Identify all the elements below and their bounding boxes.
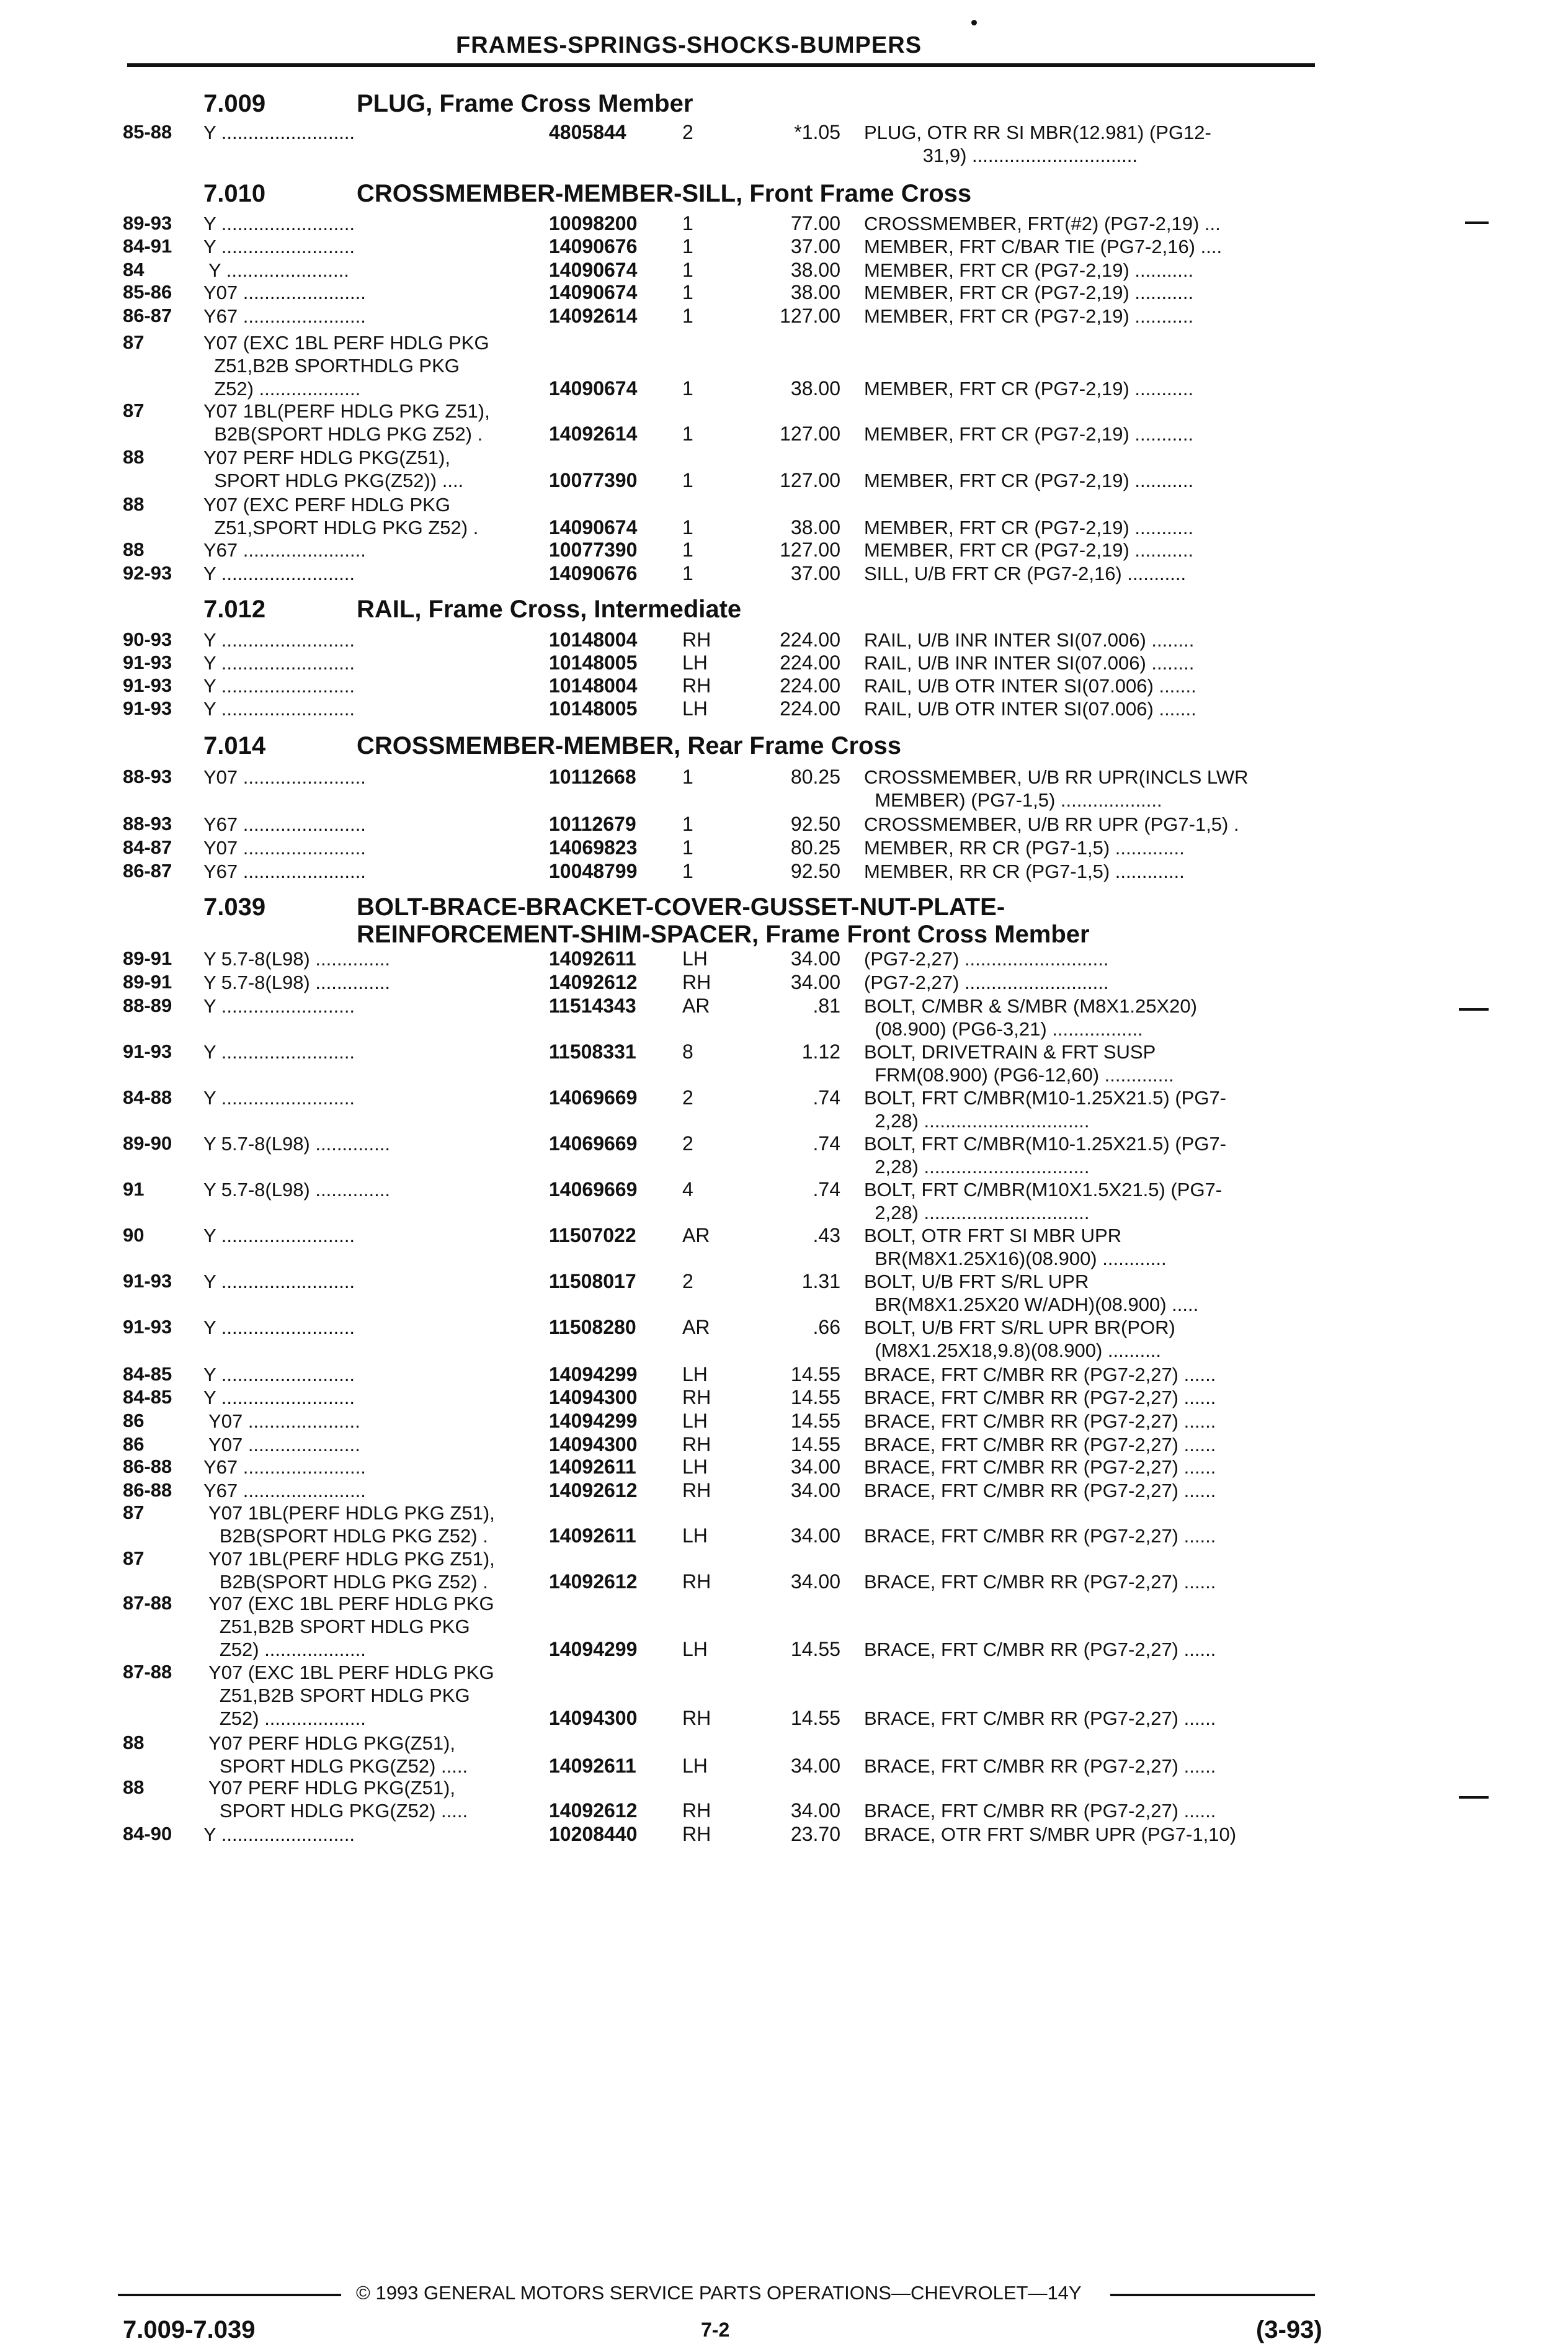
- quantity: 1: [682, 766, 693, 788]
- description: BOLT, FRT C/MBR(M10-1.25X21.5) (PG7- 2,28) ...............................: [864, 1133, 1227, 1178]
- footer-section-range: 7.009-7.039: [123, 2316, 256, 2343]
- margin-tick-mark: [1465, 221, 1489, 224]
- price: 14.55: [790, 1410, 840, 1432]
- model-years: 91-93: [123, 1270, 172, 1292]
- part-number: 14090676: [549, 562, 638, 584]
- part-number: 14092611: [549, 1524, 636, 1547]
- part-number: 14092614: [549, 305, 638, 327]
- footer-rule-left: [118, 2294, 341, 2296]
- price: 224.00: [780, 628, 840, 651]
- application: Y07 (EXC PERF HDLG PKG Z51,SPORT HDLG PKG Z52) .: [203, 494, 479, 539]
- model-years: 84-85: [123, 1386, 172, 1408]
- part-number: 14069823: [549, 836, 638, 859]
- price: 37.00: [790, 562, 840, 584]
- model-years: 87: [123, 1547, 145, 1569]
- application: Y .........................: [203, 1087, 355, 1109]
- quantity: 4: [682, 1178, 693, 1201]
- margin-tick-mark: [1459, 1008, 1489, 1011]
- part-number: 14092611: [549, 1456, 636, 1478]
- price: 1.12: [801, 1040, 840, 1063]
- quantity: RH: [682, 1570, 711, 1593]
- quantity: RH: [682, 1799, 711, 1822]
- description: MEMBER, FRT CR (PG7-2,19) ...........: [864, 259, 1194, 281]
- application: Y .........................: [203, 1225, 355, 1246]
- quantity: 1: [682, 860, 693, 882]
- description: BOLT, C/MBR & S/MBR (M8X1.25X20) (08.900) (PG6-3,21) .................: [864, 995, 1197, 1040]
- application: Y67 .......................: [203, 813, 366, 835]
- application: Y .........................: [203, 563, 355, 584]
- application: Y07 .......................: [203, 766, 366, 788]
- model-years: 88: [123, 1776, 145, 1798]
- application: Y07 PERF HDLG PKG(Z51), SPORT HDLG PKG(Z52) .....: [208, 1777, 468, 1822]
- quantity: LH: [682, 697, 708, 720]
- model-years: 86-88: [123, 1456, 172, 1477]
- price: 92.50: [790, 860, 840, 882]
- part-number: 14069669: [549, 1178, 638, 1201]
- description: MEMBER, FRT C/BAR TIE (PG7-2,16) ....: [864, 236, 1223, 257]
- part-number: 14090674: [549, 516, 638, 539]
- model-years: 89-93: [123, 212, 172, 234]
- model-years: 89-91: [123, 947, 172, 969]
- model-years: 87: [123, 400, 145, 421]
- price: 34.00: [790, 1799, 840, 1822]
- part-number: 14090676: [549, 235, 638, 257]
- price: 34.00: [790, 1524, 840, 1547]
- description: BRACE, FRT C/MBR RR (PG7-2,27) ......: [864, 1434, 1216, 1456]
- part-number: 10208440: [549, 1823, 638, 1845]
- quantity: 1: [682, 235, 693, 257]
- quantity: 1: [682, 423, 693, 445]
- price: 224.00: [780, 674, 840, 697]
- footer-rule-right: [1110, 2294, 1315, 2296]
- section-heading: [0, 90, 1568, 121]
- quantity: 1: [682, 259, 693, 281]
- price: 34.00: [790, 1755, 840, 1777]
- application: Y .........................: [203, 1271, 355, 1292]
- model-years: 88: [123, 539, 145, 560]
- price: 38.00: [790, 259, 840, 281]
- part-number: 10112679: [549, 813, 636, 835]
- description: MEMBER, FRT CR (PG7-2,19) ...........: [864, 305, 1194, 327]
- quantity: RH: [682, 1433, 711, 1456]
- description: CROSSMEMBER, FRT(#2) (PG7-2,19) ...: [864, 213, 1221, 235]
- description: MEMBER, FRT CR (PG7-2,19) ...........: [864, 539, 1194, 561]
- quantity: LH: [682, 1755, 708, 1777]
- part-number: 10077390: [549, 469, 638, 491]
- application: Y07 .......................: [203, 282, 366, 303]
- quantity: 8: [682, 1040, 693, 1063]
- application: Y .........................: [203, 213, 355, 235]
- part-number: 14092611: [549, 947, 636, 970]
- model-years: 91-93: [123, 1316, 172, 1338]
- model-years: 91-93: [123, 651, 172, 673]
- quantity: 2: [682, 1132, 693, 1155]
- quantity: 1: [682, 281, 693, 303]
- footer-copyright: © 1993 GENERAL MOTORS SERVICE PARTS OPERATIONS—CHEVROLET—14Y: [356, 2282, 1082, 2304]
- price: 38.00: [790, 377, 840, 400]
- description: MEMBER, FRT CR (PG7-2,19) ...........: [864, 423, 1194, 445]
- quantity: LH: [682, 651, 708, 674]
- quantity: AR: [682, 1224, 710, 1246]
- part-number: 14069669: [549, 1086, 638, 1109]
- application: Y .........................: [203, 1823, 355, 1845]
- model-years: 91: [123, 1178, 145, 1200]
- description: RAIL, U/B OTR INTER SI(07.006) .......: [864, 698, 1196, 720]
- price: .74: [813, 1178, 840, 1201]
- part-number: 10048799: [549, 860, 638, 882]
- application: Y07 PERF HDLG PKG(Z51), SPORT HDLG PKG(Z52)) ....: [203, 447, 464, 491]
- application: Y67 .......................: [203, 1456, 366, 1478]
- part-number: 11508331: [549, 1040, 636, 1063]
- quantity: 2: [682, 121, 693, 143]
- model-years: 89-91: [123, 971, 172, 993]
- quantity: RH: [682, 674, 711, 697]
- application: Y07 (EXC 1BL PERF HDLG PKG Z51,B2B SPORT HDLG PKG Z52) ...................: [208, 1593, 494, 1660]
- quantity: LH: [682, 1524, 708, 1547]
- model-years: 87: [123, 1501, 145, 1523]
- model-years: 86-87: [123, 860, 172, 882]
- application: Y67 .......................: [203, 539, 366, 561]
- model-years: 92-93: [123, 562, 172, 584]
- description: MEMBER, FRT CR (PG7-2,19) ...........: [864, 378, 1194, 400]
- model-years: 84-91: [123, 235, 172, 257]
- section-number: 7.012: [203, 596, 266, 623]
- quantity: RH: [682, 971, 711, 993]
- model-years: 88: [123, 446, 145, 468]
- description: BOLT, FRT C/MBR(M10-1.25X21.5) (PG7- 2,28) ...............................: [864, 1087, 1227, 1132]
- price: 127.00: [780, 469, 840, 491]
- section-number: 7.014: [203, 732, 266, 759]
- part-number: 14092612: [549, 1570, 638, 1593]
- model-years: 86: [123, 1433, 145, 1455]
- quantity: 1: [682, 377, 693, 400]
- part-number: 11508017: [549, 1270, 636, 1292]
- part-number: 10148004: [549, 674, 638, 697]
- model-years: 89-90: [123, 1132, 172, 1154]
- description: PLUG, OTR RR SI MBR(12.981) (PG12- 31,9) ...............................: [864, 122, 1211, 166]
- application: Y 5.7-8(L98) ..............: [203, 948, 390, 970]
- application: Y07 1BL(PERF HDLG PKG Z51), B2B(SPORT HDLG PKG Z52) .: [208, 1548, 495, 1593]
- model-years: 88-93: [123, 766, 172, 787]
- price: 38.00: [790, 281, 840, 303]
- quantity: LH: [682, 1363, 708, 1385]
- model-years: 88: [123, 1732, 145, 1753]
- application: Y .........................: [203, 675, 355, 697]
- part-number: 11507022: [549, 1224, 636, 1246]
- part-number: 10077390: [549, 539, 638, 561]
- price: .74: [813, 1086, 840, 1109]
- quantity: 1: [682, 516, 693, 539]
- application: Y67 .......................: [203, 861, 366, 882]
- part-number: 14092612: [549, 1479, 638, 1501]
- price: 224.00: [780, 697, 840, 720]
- description: BRACE, OTR FRT S/MBR UPR (PG7-1,10): [864, 1823, 1237, 1845]
- price: 34.00: [790, 1456, 840, 1478]
- footer-date: (3-93): [1256, 2316, 1322, 2343]
- quantity: LH: [682, 947, 708, 970]
- description: BRACE, FRT C/MBR RR (PG7-2,27) ......: [864, 1456, 1216, 1478]
- margin-tick-mark: [1459, 1796, 1489, 1799]
- model-years: 91-93: [123, 1040, 172, 1062]
- description: RAIL, U/B OTR INTER SI(07.006) .......: [864, 675, 1196, 697]
- model-years: 88-93: [123, 813, 172, 834]
- part-number: 14094300: [549, 1707, 638, 1729]
- stray-dot-mark: [971, 20, 977, 25]
- part-number: 14092612: [549, 971, 638, 993]
- price: 34.00: [790, 1479, 840, 1501]
- quantity: 1: [682, 469, 693, 491]
- description: BOLT, DRIVETRAIN & FRT SUSP FRM(08.900) (PG6-12,60) .............: [864, 1041, 1174, 1086]
- quantity: 1: [682, 305, 693, 327]
- quantity: LH: [682, 1410, 708, 1432]
- application: Y07 .....................: [203, 1410, 360, 1432]
- part-number: 14094299: [549, 1638, 638, 1660]
- part-number: 14094299: [549, 1410, 638, 1432]
- description: BRACE, FRT C/MBR RR (PG7-2,27) ......: [864, 1410, 1216, 1432]
- part-number: 10148005: [549, 651, 638, 674]
- model-years: 91-93: [123, 674, 172, 696]
- price: 23.70: [790, 1823, 840, 1845]
- model-years: 85-88: [123, 121, 172, 143]
- application: Y07 PERF HDLG PKG(Z51), SPORT HDLG PKG(Z52) .....: [208, 1732, 468, 1777]
- section-heading: [0, 732, 1568, 763]
- price: .66: [813, 1316, 840, 1338]
- application: Y07 (EXC 1BL PERF HDLG PKG Z51,B2B SPORT HDLG PKG Z52) ...................: [208, 1662, 494, 1729]
- part-number: 14090674: [549, 377, 638, 400]
- part-number: 10112668: [549, 766, 636, 788]
- quantity: AR: [682, 1316, 710, 1338]
- description: MEMBER, RR CR (PG7-1,5) .............: [864, 837, 1185, 859]
- description: BOLT, OTR FRT SI MBR UPR BR(M8X1.25X16)(08.900) ............: [864, 1225, 1167, 1269]
- price: 80.25: [790, 766, 840, 788]
- description: SILL, U/B FRT CR (PG7-2,16) ...........: [864, 563, 1187, 584]
- part-number: 14094300: [549, 1386, 638, 1408]
- price: 80.25: [790, 836, 840, 859]
- price: 14.55: [790, 1638, 840, 1660]
- part-number: 14090674: [549, 281, 638, 303]
- section-title: RAIL, Frame Cross, Intermediate: [357, 596, 742, 623]
- model-years: 84-90: [123, 1823, 172, 1845]
- quantity: RH: [682, 1386, 711, 1408]
- section-title: CROSSMEMBER-MEMBER-SILL, Front Frame Cross: [357, 180, 972, 207]
- application: Y07 1BL(PERF HDLG PKG Z51), B2B(SPORT HDLG PKG Z52) .: [208, 1502, 495, 1547]
- description: (PG7-2,27) ...........................: [864, 948, 1109, 970]
- model-years: 87-88: [123, 1661, 172, 1683]
- application: Y 5.7-8(L98) ..............: [203, 972, 390, 993]
- application: Y07 1BL(PERF HDLG PKG Z51), B2B(SPORT HDLG PKG Z52) .: [203, 400, 490, 445]
- price: 1.31: [801, 1270, 840, 1292]
- price: .81: [813, 995, 840, 1017]
- application: Y .........................: [203, 1387, 355, 1408]
- section-title: PLUG, Frame Cross Member: [357, 90, 693, 117]
- section-heading: [0, 596, 1568, 627]
- description: BRACE, FRT C/MBR RR (PG7-2,27) ......: [864, 1571, 1216, 1593]
- quantity: 1: [682, 212, 693, 235]
- section-number: 7.010: [203, 180, 266, 207]
- price: 127.00: [780, 423, 840, 445]
- application: Y67 .......................: [203, 1480, 366, 1501]
- model-years: 88-89: [123, 995, 172, 1016]
- price: 127.00: [780, 305, 840, 327]
- quantity: LH: [682, 1456, 708, 1478]
- application: Y67 .......................: [203, 305, 366, 327]
- quantity: 2: [682, 1270, 693, 1292]
- description: CROSSMEMBER, U/B RR UPR (PG7-1,5) .: [864, 813, 1239, 835]
- footer-page-number: 7-2: [701, 2319, 730, 2341]
- description: (PG7-2,27) ...........................: [864, 972, 1109, 993]
- description: MEMBER, FRT CR (PG7-2,19) ...........: [864, 517, 1194, 539]
- price: .74: [813, 1132, 840, 1155]
- model-years: 88: [123, 493, 145, 515]
- price: .43: [813, 1224, 840, 1246]
- model-years: 84-87: [123, 836, 172, 858]
- description: BRACE, FRT C/MBR RR (PG7-2,27) ......: [864, 1387, 1216, 1408]
- application: Y .........................: [203, 122, 355, 143]
- application: Y 5.7-8(L98) ..............: [203, 1179, 390, 1201]
- part-number: 14090674: [549, 259, 638, 281]
- description: BRACE, FRT C/MBR RR (PG7-2,27) ......: [864, 1480, 1216, 1501]
- part-number: 11508280: [549, 1316, 636, 1338]
- description: MEMBER, FRT CR (PG7-2,19) ...........: [864, 470, 1194, 491]
- quantity: RH: [682, 628, 711, 651]
- part-number: 10148004: [549, 628, 638, 651]
- header-rule: [127, 63, 1315, 67]
- price: 38.00: [790, 516, 840, 539]
- part-number: 10098200: [549, 212, 638, 235]
- model-years: 91-93: [123, 697, 172, 719]
- quantity: AR: [682, 995, 710, 1017]
- quantity: RH: [682, 1823, 711, 1845]
- part-number: 14069669: [549, 1132, 638, 1155]
- description: BRACE, FRT C/MBR RR (PG7-2,27) ......: [864, 1364, 1216, 1385]
- application: Y07 .....................: [203, 1434, 360, 1456]
- part-number: 10148005: [549, 697, 638, 720]
- section-heading: [0, 180, 1568, 211]
- description: BRACE, FRT C/MBR RR (PG7-2,27) ......: [864, 1755, 1216, 1777]
- description: RAIL, U/B INR INTER SI(07.006) ........: [864, 629, 1195, 651]
- model-years: 84-88: [123, 1086, 172, 1108]
- application: Y07 .......................: [203, 837, 366, 859]
- section-number: 7.039: [203, 893, 266, 921]
- part-number: 14094299: [549, 1363, 638, 1385]
- model-years: 86-87: [123, 305, 172, 326]
- quantity: 2: [682, 1086, 693, 1109]
- application: Y 5.7-8(L98) ..............: [203, 1133, 390, 1155]
- quantity: 1: [682, 539, 693, 561]
- model-years: 85-86: [123, 281, 172, 303]
- part-number: 14092612: [549, 1799, 638, 1822]
- description: MEMBER, FRT CR (PG7-2,19) ...........: [864, 282, 1194, 303]
- application: Y .........................: [203, 995, 355, 1017]
- model-years: 90: [123, 1224, 145, 1246]
- application: Y .........................: [203, 236, 355, 257]
- application: Y .......................: [203, 259, 349, 281]
- quantity: RH: [682, 1479, 711, 1501]
- model-years: 87: [123, 331, 145, 353]
- application: Y .........................: [203, 1041, 355, 1063]
- price: 34.00: [790, 971, 840, 993]
- page-header-title: FRAMES-SPRINGS-SHOCKS-BUMPERS: [456, 32, 922, 58]
- price: 37.00: [790, 235, 840, 257]
- application: Y .........................: [203, 698, 355, 720]
- part-number: 14092611: [549, 1755, 636, 1777]
- model-years: 90-93: [123, 628, 172, 650]
- section-title: CROSSMEMBER-MEMBER, Rear Frame Cross: [357, 732, 901, 759]
- part-number: 14092614: [549, 423, 638, 445]
- section-heading: [0, 893, 1568, 948]
- quantity: LH: [682, 1638, 708, 1660]
- quantity: RH: [682, 1707, 711, 1729]
- section-title: BOLT-BRACE-BRACKET-COVER-GUSSET-NUT-PLATE- REINFORCEMENT-SHIM-SPACER, Frame Front Cross Member: [357, 893, 1090, 948]
- quantity: 1: [682, 562, 693, 584]
- price: 14.55: [790, 1707, 840, 1729]
- price: *1.05: [794, 121, 840, 143]
- description: BRACE, FRT C/MBR RR (PG7-2,27) ......: [864, 1707, 1216, 1729]
- description: BRACE, FRT C/MBR RR (PG7-2,27) ......: [864, 1525, 1216, 1547]
- price: 14.55: [790, 1386, 840, 1408]
- quantity: 1: [682, 836, 693, 859]
- description: BRACE, FRT C/MBR RR (PG7-2,27) ......: [864, 1800, 1216, 1822]
- part-number: 14094300: [549, 1433, 638, 1456]
- part-number: 4805844: [549, 121, 626, 143]
- model-years: 86-88: [123, 1479, 172, 1501]
- part-number: 11514343: [549, 995, 636, 1017]
- description: BOLT, U/B FRT S/RL UPR BR(M8X1.25X20 W/ADH)(08.900) .....: [864, 1271, 1199, 1315]
- price: 14.55: [790, 1363, 840, 1385]
- price: 77.00: [790, 212, 840, 235]
- application: Y .........................: [203, 652, 355, 674]
- price: 92.50: [790, 813, 840, 835]
- application: Y07 (EXC 1BL PERF HDLG PKG Z51,B2B SPORTHDLG PKG Z52) ...................: [203, 332, 489, 400]
- description: BOLT, U/B FRT S/RL UPR BR(POR) (M8X1.25X18,9.8)(08.900) ..........: [864, 1317, 1175, 1361]
- price: 127.00: [780, 539, 840, 561]
- model-years: 84: [123, 259, 145, 280]
- price: 14.55: [790, 1433, 840, 1456]
- description: CROSSMEMBER, U/B RR UPR(INCLS LWR MEMBER) (PG7-1,5) ...................: [864, 766, 1249, 811]
- description: BRACE, FRT C/MBR RR (PG7-2,27) ......: [864, 1639, 1216, 1660]
- application: Y .........................: [203, 1364, 355, 1385]
- price: 224.00: [780, 651, 840, 674]
- model-years: 86: [123, 1410, 145, 1431]
- section-number: 7.009: [203, 90, 266, 117]
- model-years: 87-88: [123, 1592, 172, 1614]
- application: Y .........................: [203, 629, 355, 651]
- description: RAIL, U/B INR INTER SI(07.006) ........: [864, 652, 1195, 674]
- price: 34.00: [790, 947, 840, 970]
- description: BOLT, FRT C/MBR(M10X1.5X21.5) (PG7- 2,28) ...............................: [864, 1179, 1223, 1223]
- price: 34.00: [790, 1570, 840, 1593]
- quantity: 1: [682, 813, 693, 835]
- model-years: 84-85: [123, 1363, 172, 1385]
- description: MEMBER, RR CR (PG7-1,5) .............: [864, 861, 1185, 882]
- application: Y .........................: [203, 1317, 355, 1338]
